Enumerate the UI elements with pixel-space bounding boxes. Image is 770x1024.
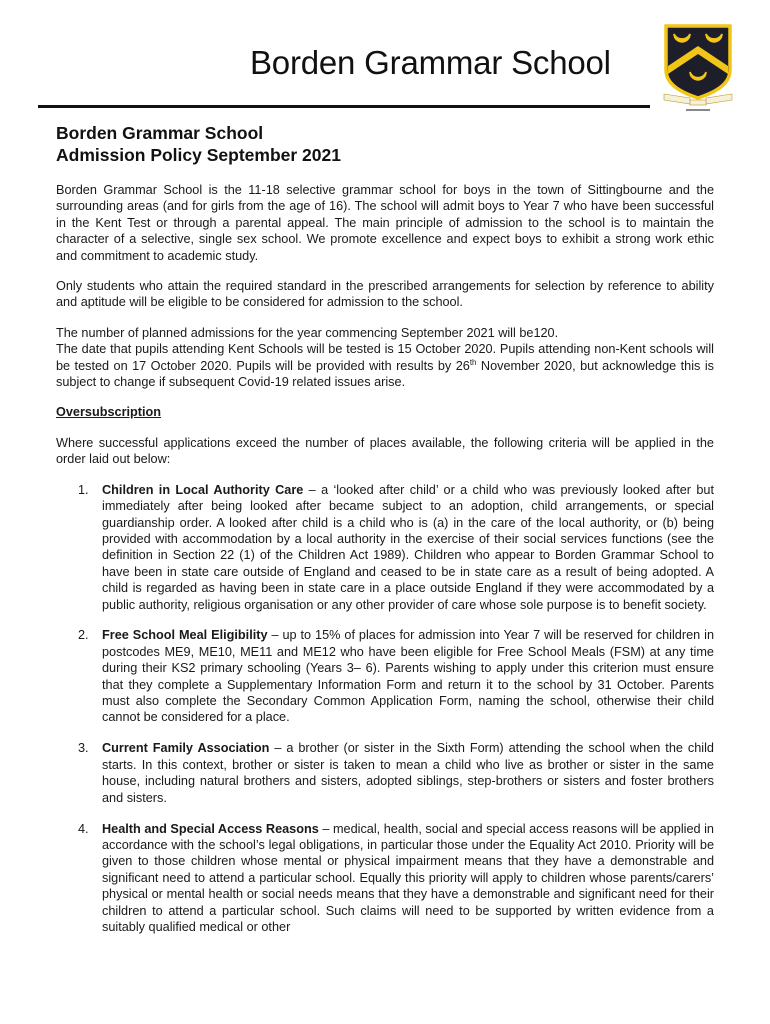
criteria-text: – a brother (or sister in the Sixth Form) attending the school when the child starts. In this context, brother or sister is taken to mean a child who live as brother or sister in the same house, including natural brothers and sisters, adopted siblings, step-brothers or sisters and foster brothers and sisters. <box>102 741 714 805</box>
document-body <box>56 182 714 950</box>
criteria-text: – medical, health, social and special access reasons will be applied in accordance with the school’s legal obligations, in particular those under the Equality Act 2010. Priority will be given to those children whose mental or physical impairment means that they have a demonstrable and significant need to attend a particular school. Equally this priority will apply to children whose parents/carers’ physical or mental health or social needs means that they have a demonstrable and significant need for their children to attend a particular school. Such claims will need to be supported by written evidence from a suitably qualified medical or other <box>102 821 714 934</box>
criteria-number: 3. <box>78 741 89 756</box>
criteria-number: 1. <box>78 482 89 497</box>
criteria-text: – up to 15% of places for admission into Year 7 will be reserved for children in postcodes ME9, ME10, ME11 and ME12 who have been eligible for Free School Meals (FSM) at any time during their KS2 primary schooling (Years 3– 6). Parents wishing to apply under this criterion must ensure that they complete a Supplementary Information Form and return it to the school by 31 October. Parents must also complete the Secondary Common Application Form, naming the school, otherwise their child cannot be considered for a place. <box>102 628 714 725</box>
criteria-title: Free School Meal Eligibility <box>102 628 268 643</box>
header-divider <box>38 105 650 108</box>
crest-banner-left <box>664 94 690 104</box>
header-title: Borden Grammar School <box>250 44 611 81</box>
crest-banner-middle <box>690 100 706 105</box>
criteria-item <box>56 482 714 613</box>
criteria-title: Children in Local Authority Care <box>102 482 304 497</box>
criteria-number: 2. <box>78 628 89 643</box>
criteria-list <box>56 482 714 936</box>
criteria-item <box>56 627 714 725</box>
criteria-text: – a ‘looked after child’ or a child who was previously looked after but immediately after being looked after became subject to an adoption, child arrangements, or special guardianship order. A looked after child is a child who is (a) in the care of the local authority, or (b) being provided with accommodation by a local authority in the exercise of their social services functions (see the definition in Section 22 (1) of the Children Act 1989). Children who appear to Borden Grammar School to have been in state care outside of England and ceased to be in state care as a result of being adopted. A child is regarded as having been in state care in a place outside England if they were accommodated by a public authority, religious organisation or any other provider of care whose sole purpose is to benefit society. <box>102 482 715 612</box>
section-heading-oversubscription: Oversubscription <box>56 405 162 420</box>
criteria-item <box>56 740 714 806</box>
school-crest-icon <box>660 22 736 114</box>
criteria-title: Health and Special Access Reasons <box>102 821 319 836</box>
criteria-number: 4. <box>78 821 89 836</box>
test-dates-text: The date that pupils attending Kent Schools will be tested is 15 October 2020. Pupils attending non-Kent schools will be tested on 17 October 2020. Pupils will be provided with results by 26 <box>56 342 714 373</box>
test-dates-text-end: November 2020, but acknowledge this is subject to change if subsequent Covid-19 related issues arise. <box>56 358 714 390</box>
criteria-title: Current Family Association <box>102 741 270 756</box>
oversubscription-intro: Where successful applications exceed the number of places available, the following criteria will be applied in the order laid out below: <box>56 435 714 467</box>
crest-banner-right <box>706 94 732 104</box>
admissions-number-line: The number of planned admissions for the year commencing September 2021 will be120. <box>56 325 559 340</box>
document-heading-school: Borden Grammar School <box>56 123 264 143</box>
crest-motto-line <box>686 109 710 111</box>
admissions-paragraph <box>56 325 714 391</box>
criteria-item <box>56 821 714 936</box>
document-heading <box>56 122 341 166</box>
ordinal-suffix: th <box>469 357 477 367</box>
intro-paragraph: Borden Grammar School is the 11-18 selective grammar school for boys in the town of Sittingbourne and the surrounding areas (and for girls from the age of 16). The school will admit boys to Year 7 who have been successful in the Kent Test or through a parental appeal. The main principle of admission to the school is to maintain the character of a selective, single sex school. We promote excellence and expect boys to exhibit a strong work ethic and commitment to academic study. <box>56 183 714 263</box>
document-heading-policy: Admission Policy September 2021 <box>56 145 341 165</box>
eligibility-paragraph: Only students who attain the required standard in the prescribed arrangements for selection by reference to ability and aptitude will be eligible to be considered for admission to the school. <box>56 279 714 310</box>
